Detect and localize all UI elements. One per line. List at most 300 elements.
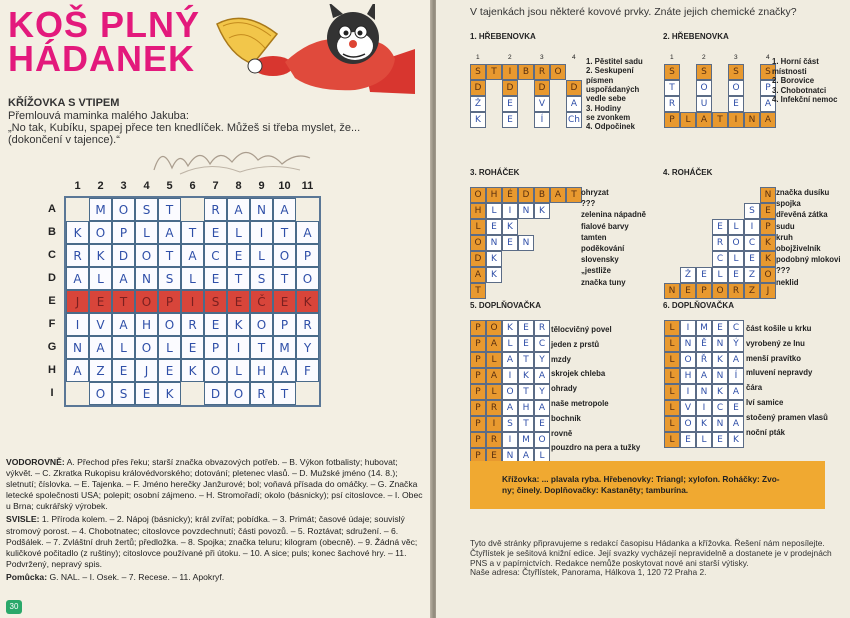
puzzle-cell[interactable]: A [470, 267, 486, 283]
grid-cell[interactable]: R [204, 198, 227, 221]
grid-cell[interactable]: N [250, 198, 273, 221]
blank-cell [181, 382, 204, 405]
puzzle-cell[interactable]: I [696, 400, 712, 416]
puzzle-cell[interactable]: O [728, 235, 744, 251]
grid-cell[interactable]: Č [250, 290, 273, 313]
puzzle-cell[interactable]: Í [534, 112, 550, 128]
grid-cell[interactable]: S [135, 198, 158, 221]
puzzle-cell[interactable]: L [502, 336, 518, 352]
puzzle-cell[interactable]: N [664, 283, 680, 299]
puzzle-cell[interactable]: M [696, 320, 712, 336]
puzzle-cell[interactable]: L [664, 352, 680, 368]
puzzle-cell[interactable]: E [502, 96, 518, 112]
puzzle-cell[interactable]: P [760, 80, 776, 96]
puzzle-cell[interactable]: M [518, 432, 534, 448]
clues-down: 1. Příroda kolem. – 2. Nápoj (básnicky); král zvířat; pobídka. – 3. Primát; časové údaje; souvislý stromový porost. – 4. Chobotnatec; citoslovce povzdechnutí; části povozů. – 5. Roztávat; sdružení. – 6. Podšálek. – 7. Zvláštní druh žertů; předložka. – 8. Spojka; značka teluru; kilogram (obecně). – 9. Žádná věc; kuličkové počitadlo (z ruštiny); citoslovce používané při útoku. – 10. A sice; puls; konec šachové hry. – 11. Podvržený, nepravý spis. [6, 514, 418, 569]
puzzle-clue: fialové barvy [581, 221, 629, 231]
grid-cell[interactable]: N [135, 267, 158, 290]
grid-cell[interactable]: O [112, 198, 135, 221]
puzzle-cell[interactable]: A [534, 400, 550, 416]
puzzle-cell[interactable]: I [680, 384, 696, 400]
grid-cell[interactable]: T [273, 382, 296, 405]
puzzle-cell[interactable]: I [502, 432, 518, 448]
grid-cell[interactable]: N [66, 336, 89, 359]
puzzle-cell[interactable]: L [664, 368, 680, 384]
puzzle-cell[interactable]: P [760, 219, 776, 235]
grid-cell[interactable]: P [112, 221, 135, 244]
puzzle-cell[interactable]: E [712, 320, 728, 336]
puzzle-subtitle: KŘÍŽOVKA S VTIPEM [8, 97, 120, 109]
puzzle-cell[interactable]: P [470, 320, 486, 336]
puzzle-cell[interactable]: E [760, 203, 776, 219]
puzzle-cell[interactable]: O [470, 187, 486, 203]
grid-cell[interactable]: A [273, 198, 296, 221]
grid-cell[interactable]: O [204, 359, 227, 382]
grid-cell[interactable]: F [296, 359, 319, 382]
puzzle-cell[interactable]: T [518, 416, 534, 432]
grid-cell[interactable]: H [135, 313, 158, 336]
puzzle-cell[interactable]: S [728, 64, 744, 80]
puzzle-cell[interactable]: T [486, 64, 502, 80]
puzzle-cell[interactable]: C [744, 235, 760, 251]
puzzle-cell[interactable]: E [728, 96, 744, 112]
column-number: 1 [670, 54, 674, 61]
grid-cell[interactable]: E [112, 359, 135, 382]
puzzle-cell[interactable]: N [518, 235, 534, 251]
puzzle-cell[interactable]: A [760, 112, 776, 128]
puzzle-cell[interactable]: N [760, 187, 776, 203]
puzzle-cell[interactable]: N [712, 416, 728, 432]
puzzle-cell[interactable]: H [470, 203, 486, 219]
puzzle-cell[interactable]: Ě [696, 336, 712, 352]
puzzle-cell[interactable]: O [712, 283, 728, 299]
grid-cell[interactable]: D [112, 244, 135, 267]
grid-cell[interactable]: E [181, 336, 204, 359]
puzzle-cell[interactable]: H [680, 368, 696, 384]
grid-cell[interactable]: I [181, 290, 204, 313]
puzzle-cell[interactable]: S [502, 416, 518, 432]
puzzle-cell[interactable]: I [744, 219, 760, 235]
puzzle-cell[interactable]: E [502, 235, 518, 251]
grid-cell[interactable]: A [66, 359, 89, 382]
puzzle-cell[interactable]: A [728, 416, 744, 432]
grid-cell[interactable]: L [227, 221, 250, 244]
puzzle-cell[interactable]: R [664, 96, 680, 112]
puzzle-cell[interactable]: T [518, 352, 534, 368]
puzzle-cell[interactable]: D [534, 80, 550, 96]
puzzle-cell[interactable]: P [470, 400, 486, 416]
puzzle-clue: dřevěná zátka [776, 210, 828, 220]
grid-cell[interactable]: A [158, 221, 181, 244]
puzzle-cell[interactable]: P [470, 432, 486, 448]
puzzle-cell[interactable]: L [664, 384, 680, 400]
puzzle-cell[interactable]: L [664, 416, 680, 432]
puzzle-cell[interactable]: A [486, 336, 502, 352]
puzzle-cell[interactable]: P [470, 416, 486, 432]
puzzle-cell[interactable]: C [728, 320, 744, 336]
puzzle-cell[interactable]: U [696, 96, 712, 112]
grid-cell[interactable]: J [135, 359, 158, 382]
puzzle-cell[interactable]: H [486, 187, 502, 203]
puzzle-clue: písmen [586, 75, 614, 85]
puzzle-cell[interactable]: T [470, 283, 486, 299]
grid-cell[interactable]: A [112, 267, 135, 290]
puzzle-cell[interactable]: E [486, 448, 502, 464]
puzzle-cell[interactable]: Ž [680, 267, 696, 283]
grid-cell[interactable]: E [227, 290, 250, 313]
puzzle-cell[interactable]: A [502, 400, 518, 416]
column-number: 8 [235, 180, 242, 192]
puzzle-cell[interactable]: P [696, 283, 712, 299]
title-line-2: HÁDANEK [8, 38, 195, 79]
grid-cell[interactable]: O [273, 244, 296, 267]
puzzle-cell[interactable]: H [518, 400, 534, 416]
grid-cell[interactable]: A [66, 267, 89, 290]
puzzle-cell[interactable]: I [502, 368, 518, 384]
puzzle-cell[interactable]: O [728, 80, 744, 96]
grid-cell[interactable]: L [181, 267, 204, 290]
grid-cell[interactable]: R [181, 313, 204, 336]
puzzle-cell[interactable]: S [760, 64, 776, 80]
puzzle-cell[interactable]: L [728, 219, 744, 235]
grid-cell[interactable]: T [227, 267, 250, 290]
grid-cell[interactable]: E [204, 313, 227, 336]
puzzle-cell[interactable]: N [744, 112, 760, 128]
grid-cell[interactable]: O [89, 382, 112, 405]
puzzle-cell[interactable]: T [518, 384, 534, 400]
grid-cell[interactable]: T [181, 221, 204, 244]
column-number: 10 [278, 180, 291, 192]
puzzle-cell[interactable]: I [502, 203, 518, 219]
puzzle-cell[interactable]: C [712, 400, 728, 416]
puzzle-cell[interactable]: D [566, 80, 582, 96]
grid-cell[interactable]: L [250, 244, 273, 267]
blank-cell [181, 198, 204, 221]
puzzle-cell[interactable]: K [712, 384, 728, 400]
puzzle-cell[interactable]: E [502, 112, 518, 128]
puzzle-cell[interactable]: A [696, 368, 712, 384]
grid-cell[interactable]: Y [296, 336, 319, 359]
grid-cell[interactable]: O [135, 336, 158, 359]
grid-cell[interactable]: J [66, 290, 89, 313]
grid-cell[interactable]: E [158, 359, 181, 382]
puzzle-cell[interactable]: A [566, 96, 582, 112]
grid-cell[interactable]: D [204, 382, 227, 405]
puzzle-cell[interactable]: D [518, 187, 534, 203]
grid-cell[interactable]: O [296, 267, 319, 290]
puzzle-cell[interactable]: L [486, 203, 502, 219]
puzzle-cell[interactable]: E [518, 336, 534, 352]
puzzle-cell[interactable]: O [470, 235, 486, 251]
help-label: Pomůcka: [6, 571, 48, 582]
puzzle-cell[interactable]: T [664, 80, 680, 96]
row-letter: H [48, 364, 56, 376]
grid-cell[interactable]: P [296, 244, 319, 267]
puzzle-cell[interactable]: K [728, 432, 744, 448]
row-letter: G [47, 341, 57, 353]
grid-cell[interactable]: P [204, 336, 227, 359]
puzzle-cell[interactable]: N [486, 235, 502, 251]
grid-cell[interactable]: R [296, 313, 319, 336]
puzzle-cell[interactable]: E [728, 400, 744, 416]
puzzle-cell[interactable]: N [712, 336, 728, 352]
puzzle-clue: spojka [776, 199, 801, 209]
grid-cell[interactable]: K [296, 290, 319, 313]
puzzle-cell[interactable]: S [470, 64, 486, 80]
grid-cell[interactable]: A [181, 244, 204, 267]
puzzle-cell[interactable]: T [566, 187, 582, 203]
grid-cell[interactable]: V [89, 313, 112, 336]
grid-cell[interactable]: T [250, 336, 273, 359]
puzzle-cell[interactable]: P [470, 336, 486, 352]
puzzle-cell[interactable]: O [486, 320, 502, 336]
puzzle-cell[interactable]: A [728, 352, 744, 368]
puzzle-cell[interactable]: L [712, 267, 728, 283]
puzzle-cell[interactable]: P [664, 112, 680, 128]
grid-cell[interactable]: K [181, 359, 204, 382]
puzzle-clue: poděkování [581, 244, 625, 253]
puzzle-cell[interactable]: T [712, 112, 728, 128]
puzzle-cell[interactable]: E [680, 283, 696, 299]
grid-cell[interactable]: O [135, 244, 158, 267]
puzzle-cell[interactable]: C [534, 336, 550, 352]
puzzle-clue: pouzdro na pera a tužky [551, 443, 641, 453]
puzzle-cell[interactable]: I [680, 320, 696, 336]
grid-cell[interactable]: I [66, 313, 89, 336]
puzzle-cell[interactable]: O [502, 384, 518, 400]
puzzle-cell[interactable]: A [486, 368, 502, 384]
puzzle-cell[interactable]: K [534, 203, 550, 219]
grid-cell[interactable]: A [273, 359, 296, 382]
puzzle-cell[interactable]: I [502, 64, 518, 80]
puzzle-cell[interactable]: E [712, 432, 728, 448]
grid-cell[interactable]: S [112, 382, 135, 405]
puzzle-cell[interactable]: L [664, 400, 680, 416]
grid-cell[interactable]: E [227, 244, 250, 267]
puzzle-cell[interactable]: E [744, 251, 760, 267]
grid-cell[interactable]: M [89, 198, 112, 221]
grid-cell[interactable]: A [227, 198, 250, 221]
puzzle-cell[interactable]: O [534, 432, 550, 448]
puzzle-clue: 1. Horní část [772, 57, 819, 66]
row-letter: B [48, 226, 56, 238]
grid-cell[interactable]: L [135, 221, 158, 244]
puzzle-cell[interactable]: Ž [470, 96, 486, 112]
intro-line-2: „No tak, Kubíku, spapej přece ten knedlíček. Můžeš si třeba myslet, že... [8, 122, 361, 134]
puzzle-cell[interactable]: D [470, 80, 486, 96]
grid-cell[interactable]: S [204, 290, 227, 313]
row-letter: E [48, 295, 56, 307]
puzzle-cell[interactable]: A [518, 448, 534, 464]
grid-cell[interactable]: L [158, 336, 181, 359]
puzzle-cell[interactable]: L [728, 251, 744, 267]
puzzle-cell[interactable]: O [680, 352, 696, 368]
puzzle-cell[interactable]: Ř [696, 352, 712, 368]
puzzle-cell[interactable]: A [534, 368, 550, 384]
puzzle-cell[interactable]: L [664, 432, 680, 448]
grid-cell[interactable]: E [89, 290, 112, 313]
puzzle-cell[interactable]: R [712, 235, 728, 251]
grid-cell[interactable]: R [66, 244, 89, 267]
puzzle-cell[interactable]: O [680, 416, 696, 432]
grid-cell[interactable]: E [204, 221, 227, 244]
puzzle-clue: 3. Hodiny [586, 103, 622, 113]
puzzle-cell[interactable]: N [696, 384, 712, 400]
puzzle-cell[interactable]: L [680, 112, 696, 128]
column-number: 2 [97, 180, 104, 192]
puzzle-cell[interactable]: P [470, 352, 486, 368]
puzzle-cell[interactable]: E [534, 416, 550, 432]
puzzle-cell[interactable]: E [696, 267, 712, 283]
puzzle-cell[interactable]: S [664, 64, 680, 80]
puzzle-cell[interactable]: D [470, 251, 486, 267]
puzzle-cell[interactable]: V [534, 96, 550, 112]
puzzle-cell[interactable]: Í [728, 368, 744, 384]
puzzle-cell[interactable]: K [502, 320, 518, 336]
puzzle-cell[interactable]: E [518, 320, 534, 336]
puzzle-cell[interactable]: Y [534, 384, 550, 400]
grid-cell[interactable]: L [89, 267, 112, 290]
puzzle-cell[interactable]: B [534, 187, 550, 203]
puzzle-cell[interactable]: L [664, 320, 680, 336]
row-letter: C [48, 249, 56, 261]
puzzle-cell[interactable]: N [518, 203, 534, 219]
grid-cell[interactable]: A [296, 221, 319, 244]
grid-cell[interactable]: O [227, 382, 250, 405]
puzzle-clue: stočený pramen vlasů [746, 412, 828, 422]
grid-cell[interactable]: O [135, 290, 158, 313]
grid-cell[interactable]: I [227, 336, 250, 359]
puzzle-cell[interactable]: K [486, 267, 502, 283]
answers-line-2: ny; činely. Doplňovačky: Kastaněty; tamburína. [502, 485, 689, 495]
puzzle-cell[interactable]: D [502, 80, 518, 96]
grid-cell[interactable]: P [273, 313, 296, 336]
puzzle-cell[interactable]: P [470, 384, 486, 400]
puzzle-cell[interactable]: L [486, 352, 502, 368]
puzzle-cell[interactable]: L [470, 219, 486, 235]
puzzle-clue: bochník [551, 413, 581, 423]
puzzle-cell[interactable]: A [502, 352, 518, 368]
puzzle-cell[interactable]: P [470, 368, 486, 384]
column-number: 7 [212, 180, 219, 192]
puzzle-cell[interactable]: N [502, 448, 518, 464]
puzzle-cell[interactable]: A [760, 96, 776, 112]
grid-cell[interactable]: E [273, 290, 296, 313]
grid-cell[interactable]: C [204, 244, 227, 267]
grid-cell[interactable]: A [89, 336, 112, 359]
puzzle-cell[interactable]: S [696, 64, 712, 80]
puzzle-cell[interactable]: É [502, 187, 518, 203]
grid-cell[interactable]: Z [89, 359, 112, 382]
grid-cell[interactable]: T [158, 244, 181, 267]
grid-cell[interactable]: K [227, 313, 250, 336]
grid-cell[interactable]: P [158, 290, 181, 313]
puzzle-cell[interactable]: C [712, 251, 728, 267]
puzzle-cell[interactable]: A [728, 384, 744, 400]
grid-cell[interactable]: I [250, 221, 273, 244]
puzzle-cell[interactable]: K [502, 219, 518, 235]
grid-cell[interactable]: K [66, 221, 89, 244]
puzzle-cell[interactable]: R [486, 432, 502, 448]
puzzle-cell[interactable]: E [486, 219, 502, 235]
grid-cell[interactable]: K [89, 244, 112, 267]
pencil-scribble [150, 140, 320, 180]
puzzle-cell[interactable]: Z [744, 267, 760, 283]
puzzle-cell[interactable]: Ý [728, 336, 744, 352]
puzzle-cell[interactable]: Z [744, 283, 760, 299]
puzzle-cell[interactable]: O [550, 64, 566, 80]
puzzle-cell[interactable]: J [760, 283, 776, 299]
grid-cell[interactable]: O [250, 313, 273, 336]
grid-cell[interactable]: L [112, 336, 135, 359]
grid-cell[interactable]: T [273, 221, 296, 244]
clues-across-label: VODOROVNĚ: [6, 457, 65, 467]
puzzle-cell[interactable]: K [486, 251, 502, 267]
puzzle-cell[interactable]: K [518, 368, 534, 384]
puzzle-cell[interactable]: Y [534, 352, 550, 368]
grid-cell[interactable]: E [204, 267, 227, 290]
puzzle-cell[interactable]: E [728, 267, 744, 283]
puzzle-cell[interactable]: K [696, 416, 712, 432]
grid-cell[interactable]: E [135, 382, 158, 405]
puzzle-cell[interactable]: L [696, 432, 712, 448]
puzzle-cell[interactable]: L [534, 448, 550, 464]
puzzle-cell[interactable]: A [696, 112, 712, 128]
grid-cell[interactable]: S [250, 267, 273, 290]
grid-cell[interactable]: M [273, 336, 296, 359]
grid-cell[interactable]: T [112, 290, 135, 313]
crossword-clues [6, 457, 424, 585]
grid-cell[interactable]: T [273, 267, 296, 290]
puzzle-cell[interactable]: K [760, 251, 776, 267]
puzzle-cell[interactable]: P [470, 448, 486, 464]
puzzle-cell[interactable]: L [486, 384, 502, 400]
puzzle-cell[interactable]: L [664, 336, 680, 352]
grid-cell[interactable]: K [158, 382, 181, 405]
puzzle-cell[interactable]: K [712, 352, 728, 368]
puzzle-cell[interactable]: R [534, 64, 550, 80]
grid-cell[interactable]: O [158, 313, 181, 336]
puzzle-clue: zelenina nápadně [581, 210, 646, 220]
grid-cell[interactable]: S [158, 267, 181, 290]
grid-cell[interactable]: O [89, 221, 112, 244]
puzzle-cell[interactable]: E [712, 219, 728, 235]
puzzle-clue: neklid [776, 277, 799, 287]
puzzle-cell[interactable]: Ch [566, 112, 582, 128]
puzzle-cell[interactable]: I [728, 112, 744, 128]
puzzle-cell[interactable]: I [486, 416, 502, 432]
grid-cell[interactable]: H [250, 359, 273, 382]
puzzle-cell[interactable]: R [728, 283, 744, 299]
puzzle-cell[interactable]: N [712, 368, 728, 384]
puzzle-cell[interactable]: A [550, 187, 566, 203]
puzzle-cell[interactable]: O [760, 267, 776, 283]
grid-cell[interactable]: L [227, 359, 250, 382]
grid-cell[interactable]: R [250, 382, 273, 405]
grid-cell[interactable]: T [158, 198, 181, 221]
puzzle-cell[interactable]: V [680, 400, 696, 416]
puzzle-cell[interactable]: R [486, 400, 502, 416]
puzzle-cell[interactable]: S [744, 203, 760, 219]
puzzle-cell[interactable]: N [680, 336, 696, 352]
puzzle-cell[interactable]: O [696, 80, 712, 96]
puzzle-cell[interactable]: K [470, 112, 486, 128]
puzzle-cell[interactable]: R [534, 320, 550, 336]
puzzle-cell[interactable]: E [680, 432, 696, 448]
puzzle-cell[interactable]: B [518, 64, 534, 80]
puzzle-cell[interactable]: K [760, 235, 776, 251]
grid-cell[interactable]: A [112, 313, 135, 336]
